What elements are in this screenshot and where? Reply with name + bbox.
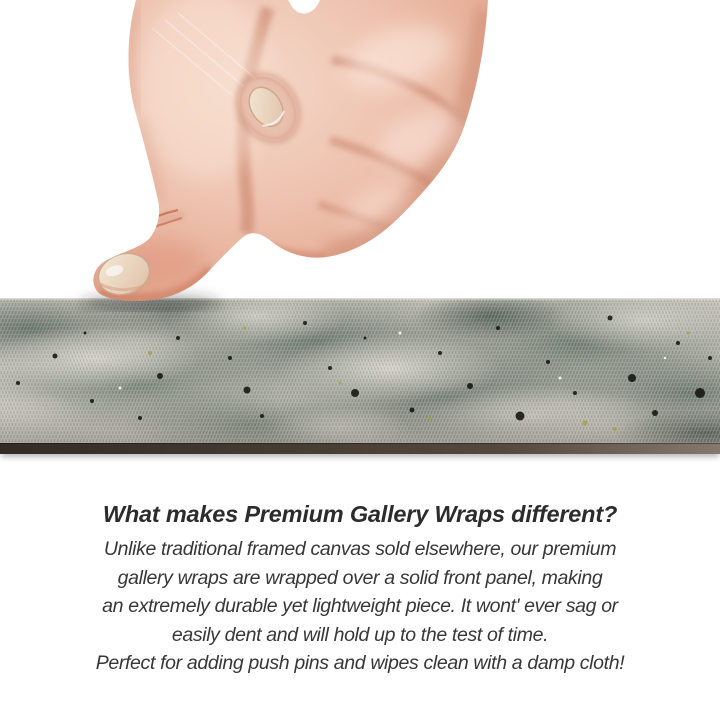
canvas-speckles [0, 298, 720, 443]
copy-line-1: Unlike traditional framed canvas sold elsewhere, our premium [103, 538, 617, 560]
copy-line-5: Perfect for adding push pins and wipes clean with a damp cloth! [95, 652, 625, 675]
copy-heading: What makes Premium Gallery Wraps different? [102, 501, 618, 527]
copy-line-3: an extremely durable yet lightweight piece. It wont' ever sag or [102, 595, 618, 618]
hand-photo [0, 0, 720, 312]
marketing-copy [0, 501, 720, 678]
canvas-panel-bottom-edge [0, 443, 720, 454]
copy-line-2: gallery wraps are wrapped over a solid front panel, making [117, 566, 603, 589]
canvas-strip [0, 298, 720, 453]
copy-line-4: easily dent and will hold up to the test of time. [171, 623, 549, 646]
